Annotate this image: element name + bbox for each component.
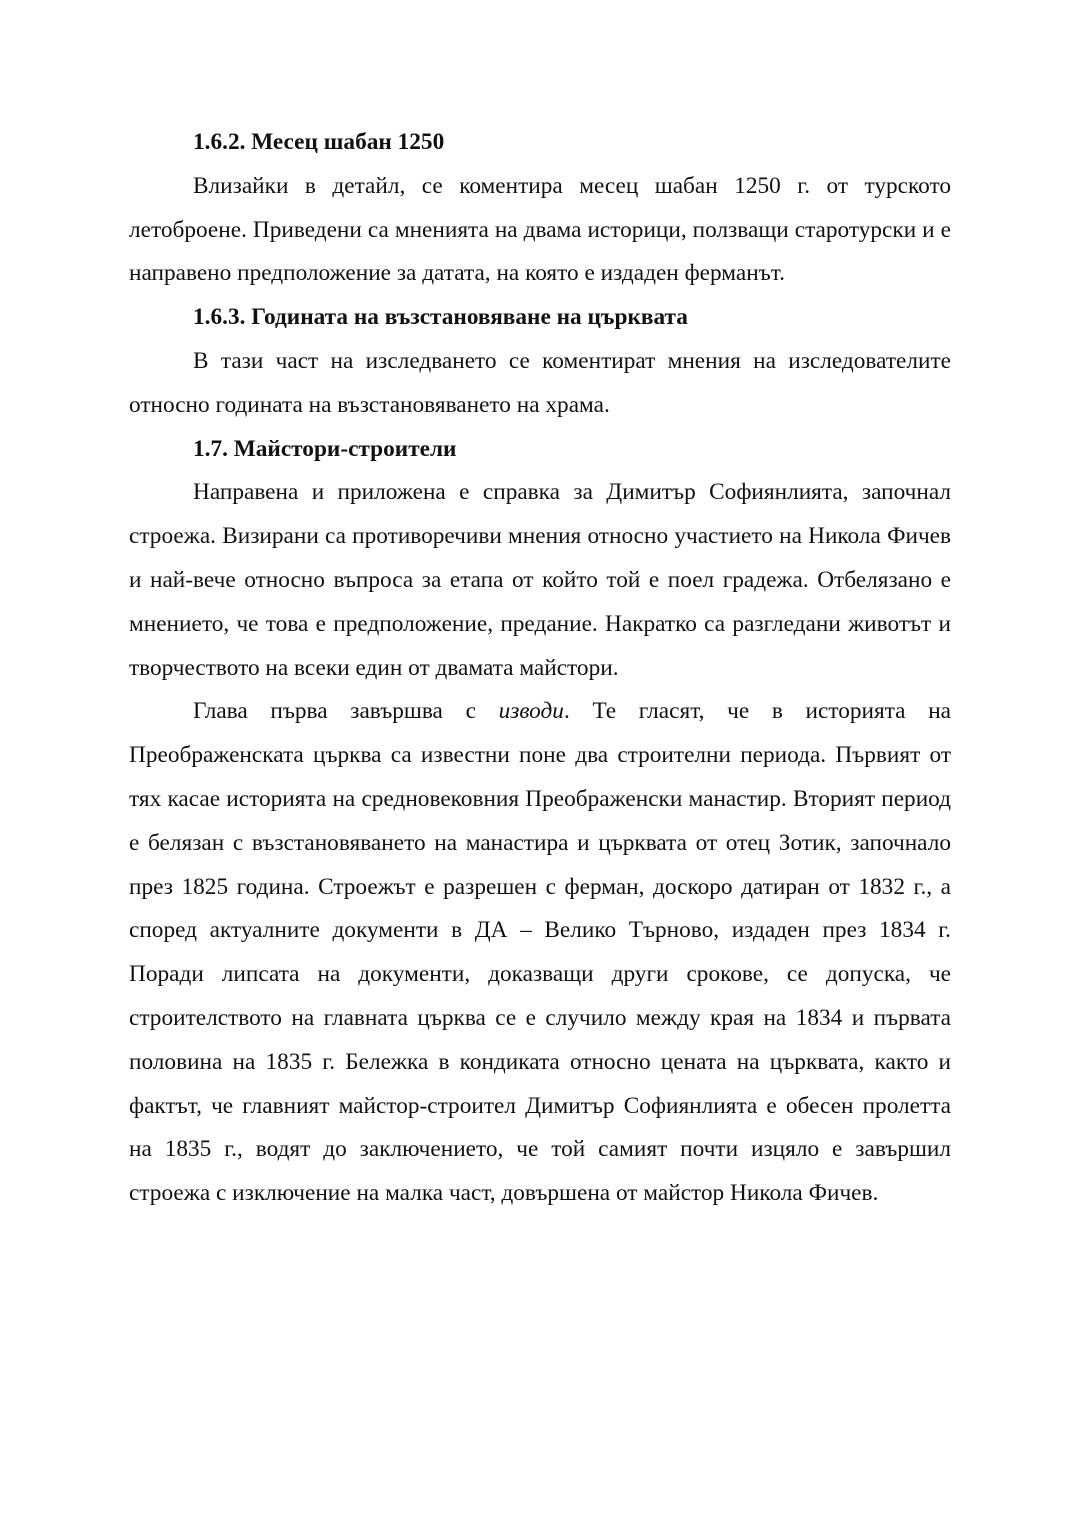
- section-paragraph-1-6-3: В тази част на изследването се коментират мнения на изследователите относно годината на възстановяването на храма.: [129, 347, 951, 418]
- section-heading-1-7: 1.7. Майстори-строители: [193, 435, 457, 462]
- section-heading-1-6-3: 1.6.3. Годината на възстановяване на църквата: [193, 304, 688, 331]
- conclusion-emphasis: изводи: [498, 698, 564, 725]
- section-paragraph-1-6-2: Влизайки в детайл, се коментира месец шабан 1250 г. от турското летоброене. Приведени са мненията на двама историци, ползващи старотурски и е направено предположение за датата, на която е издаден ферманът.: [129, 172, 951, 287]
- conclusion-text-after: . Те гласят, че в историята на Преображенската църква са известни поне два строителни периода. Първият от тях касае историята на средновековния Преображенски манастир. Вторият период е белязан с възстановяването на манастира и църквата от отец Зотик, започнало през 1825 година. Строежът е разрешен с ферман, доскоро датиран от 1832 г., а според актуалните документи в ДА – Велико Търново, издаден през 1834 г. Поради липсата на документи, доказващи други срокове, се допуска, че строителството на главната църква се е случило между края на 1834 и първата половина на 1835 г. Бележка в кондиката относно цената на църквата, както и фактът, че главният майстор-строител Димитър Софиянлията е обесен пролетта на 1835 г., водят до заключението, че той самият почти изцяло е завършил строежа с изключение на малка част, довършена от майстор Никола Фичев.: [129, 698, 951, 1207]
- section-heading-1-6-2: 1.6.2. Месец шабан 1250: [193, 129, 445, 155]
- section-paragraph-1-7: Направена и приложена е справка за Димитър Софиянлията, започнал строежа. Визирани са противоречиви мнения относно участието на Никола Фичев и най-вече относно въпроса за етапа от който той е поел градежа. Отбелязано е мнението, че това е предположение, предание. Накратко са разгледани животът и творчеството на всеки един от двамата майстори.: [129, 479, 951, 681]
- conclusion-text-before: Глава първа завършва с: [193, 698, 499, 725]
- document-page: [129, 121, 951, 1216]
- conclusion-paragraph: [129, 690, 951, 1216]
